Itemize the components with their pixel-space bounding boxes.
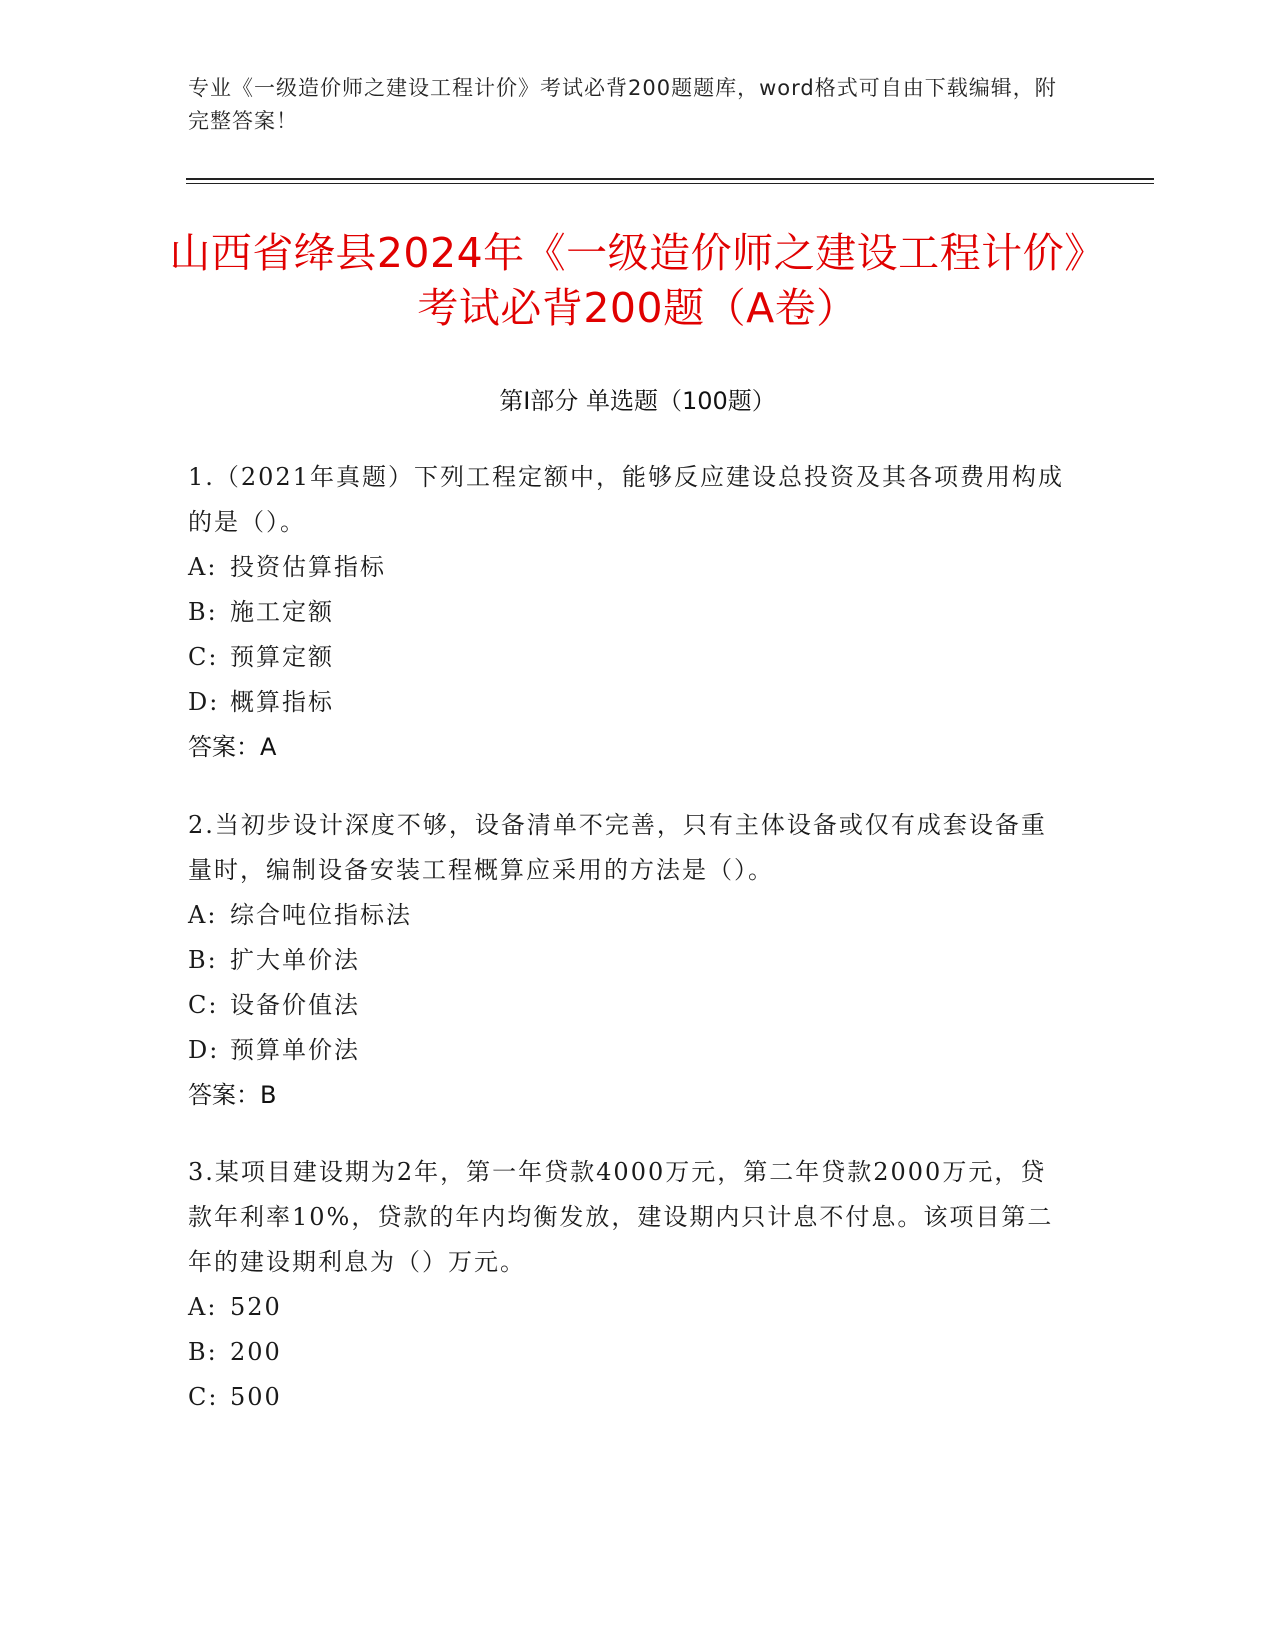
header-divider-thick (186, 178, 1154, 180)
question-stem: 2.当初步设计深度不够，设备清单不完善，只有主体设备或仅有成套设备重量时，编制设备安装工程概算应采用的方法是（）。 (188, 811, 1047, 884)
option-c (188, 635, 1068, 680)
option-letter: C: (188, 1383, 219, 1411)
question-stem: 3.某项目建设期为2年，第一年贷款4000万元，第二年贷款2000万元，贷款年利率10%，贷款的年内均衡发放，建设期内只计息不付息。该项目第二年的建设期利息为（）万元。 (188, 1158, 1054, 1276)
option-text: 520 (230, 1293, 282, 1321)
option-letter: D: (188, 688, 220, 716)
option-letter: A: (188, 1293, 218, 1321)
header-divider-thin (186, 183, 1154, 184)
option-text: 施工定额 (230, 598, 334, 626)
option-a (188, 893, 1068, 938)
answer-line: 答案：B (188, 1081, 277, 1109)
option-d (188, 1028, 1068, 1073)
option-b (188, 1330, 1068, 1375)
option-text: 综合吨位指标法 (230, 901, 412, 929)
option-text: 200 (230, 1338, 282, 1366)
question-1 (188, 455, 1068, 770)
option-text: 500 (230, 1383, 282, 1411)
option-letter: A: (188, 553, 218, 581)
option-letter: C: (188, 643, 219, 671)
option-a (188, 1285, 1068, 1330)
option-c (188, 983, 1068, 1028)
option-text: 扩大单价法 (230, 946, 360, 974)
option-b (188, 938, 1068, 983)
question-3 (188, 1150, 1068, 1420)
section-title: 第I部分 单选题（100题） (499, 387, 776, 415)
option-text: 预算单价法 (230, 1036, 360, 1064)
option-b (188, 590, 1068, 635)
option-letter: C: (188, 991, 219, 1019)
option-c (188, 1375, 1068, 1420)
option-text: 投资估算指标 (230, 553, 386, 581)
option-d (188, 680, 1068, 725)
option-letter: B: (188, 598, 218, 626)
answer-line: 答案：A (188, 733, 277, 761)
question-stem: 1.（2021年真题）下列工程定额中，能够反应建设总投资及其各项费用构成的是（）。 (188, 463, 1064, 536)
option-letter: B: (188, 1338, 218, 1366)
option-letter: A: (188, 901, 218, 929)
option-a (188, 545, 1068, 590)
option-text: 设备价值法 (230, 991, 360, 1019)
document-title: 山西省绛县2024年《一级造价师之建设工程计价》考试必背200题（A卷） (169, 229, 1106, 332)
header-note: 专业《一级造价师之建设工程计价》考试必背200题题库，word格式可自由下载编辑，附完整答案！ (188, 76, 1057, 133)
option-letter: D: (188, 1036, 220, 1064)
question-2 (188, 803, 1068, 1118)
option-text: 概算指标 (230, 688, 334, 716)
option-letter: B: (188, 946, 218, 974)
option-text: 预算定额 (230, 643, 334, 671)
